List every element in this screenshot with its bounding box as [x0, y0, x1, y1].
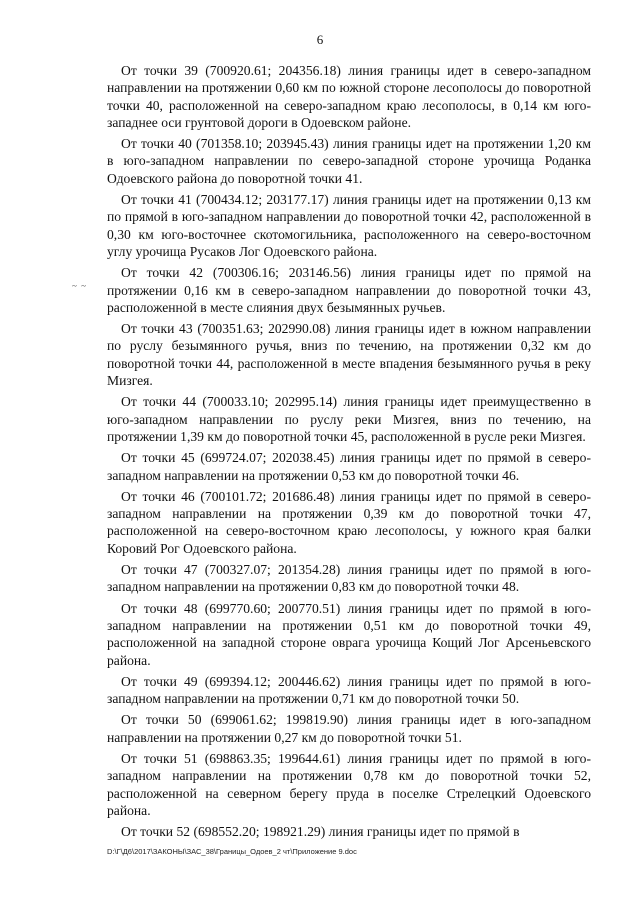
paragraph-point-51: От точки 51 (698863.35; 199644.61) линия границы идет по прямой в юго-западном направлении на протяжении 0,78 км до поворотной точки 52, расположенной на северном берегу пруда в поселке Стрелецкий Одоевского района.	[107, 750, 591, 818]
paragraph-point-46: От точки 46 (700101.72; 201686.48) линия границы идет по прямой в северо-западном направлении на протяжении 0,39 км до поворотной точки 47, расположенной на северо-восточном краю лесополосы, у южного края балки Коровий Рог Одоевского района.	[107, 488, 591, 556]
paragraph-point-45: От точки 45 (699724.07; 202038.45) линия границы идет по прямой в северо-западном направлении на протяжении 0,53 км до поворотной точки 46.	[107, 450, 591, 483]
paragraph-point-48: От точки 48 (699770.60; 200770.51) линия границы идет по прямой в юго-западном направлении на протяжении 0,51 км до поворотной точки 49, расположенной на западной стороне оврага урочища Кощий Лог Арсеньевского района.	[107, 600, 591, 668]
page-number: 6	[316, 32, 324, 47]
footer-file-path: D:\Г\Д6\2017\ЗАКОНЫ\ЗАС_38\Границы_Одоев_2 чт\Приложение 9.doc	[107, 847, 357, 856]
paragraph-point-40: От точки 40 (701358.10; 203945.43) линия границы идет на протяжении 1,20 км в юго-западном направлении по северо-западной стороне урочища Роданка Одоевского района до поворотной точки 41.	[107, 136, 591, 186]
paragraph-point-47: От точки 47 (700327.07; 201354.28) линия границы идет по прямой в юго-западном направлении на протяжении 0,83 км до поворотной точки 48.	[107, 562, 591, 595]
paragraph-point-42: От точки 42 (700306.16; 203146.56) линия границы идет по прямой на протяжении 0,16 км в северо-западном направлении до поворотной точки 43, расположенной в месте слияния двух безымянных ручьев.	[107, 265, 591, 315]
document-body	[107, 62, 591, 844]
paragraph-point-43: От точки 43 (700351.63; 202990.08) линия границы идет в южном направлении по руслу безымянного ручья, вниз по течению, на протяжении 0,32 км до поворотной точки 44, расположенной в месте впадения безымянного ручья в реку Мизгея.	[107, 321, 591, 389]
paragraph-point-39: От точки 39 (700920.61; 204356.18) линия границы идет в северо-западном направлении на протяжении 0,60 км по южной стороне лесополосы до поворотной точки 40, расположенной на северо-западном краю лесополосы, в 0,14 км юго-западнее оси грунтовой дороги в Одоевском районе.	[107, 63, 591, 130]
paragraph-point-44: От точки 44 (700033.10; 202995.14) линия границы идет преимущественно в юго-западном направлении по руслу реки Мизгея, вниз по течению, на протяжении 1,39 км до поворотной точки 45, расположенной в русле реки Мизгея.	[107, 394, 591, 444]
paragraph-point-50: От точки 50 (699061.62; 199819.90) линия границы идет в юго-западном направлении на протяжении 0,27 км до поворотной точки 51.	[107, 712, 591, 745]
paragraph-point-41: От точки 41 (700434.12; 203177.17) линия границы идет на протяжении 0,13 км по прямой в юго-западном направлении до поворотной точки 42, расположенной в 0,30 км юго-восточнее скотомогильника, расположенного на северо-восточном углу урочища Русаков Лог Одоевского района.	[107, 192, 591, 259]
paragraph-point-52: От точки 52 (698552.20; 198921.29) линия границы идет по прямой в	[121, 824, 520, 840]
paragraph-point-49: От точки 49 (699394.12; 200446.62) линия границы идет по прямой в юго-западном направлении на протяжении 0,71 км до поворотной точки 50.	[107, 673, 591, 707]
margin-mark: ~ ~	[72, 281, 87, 291]
